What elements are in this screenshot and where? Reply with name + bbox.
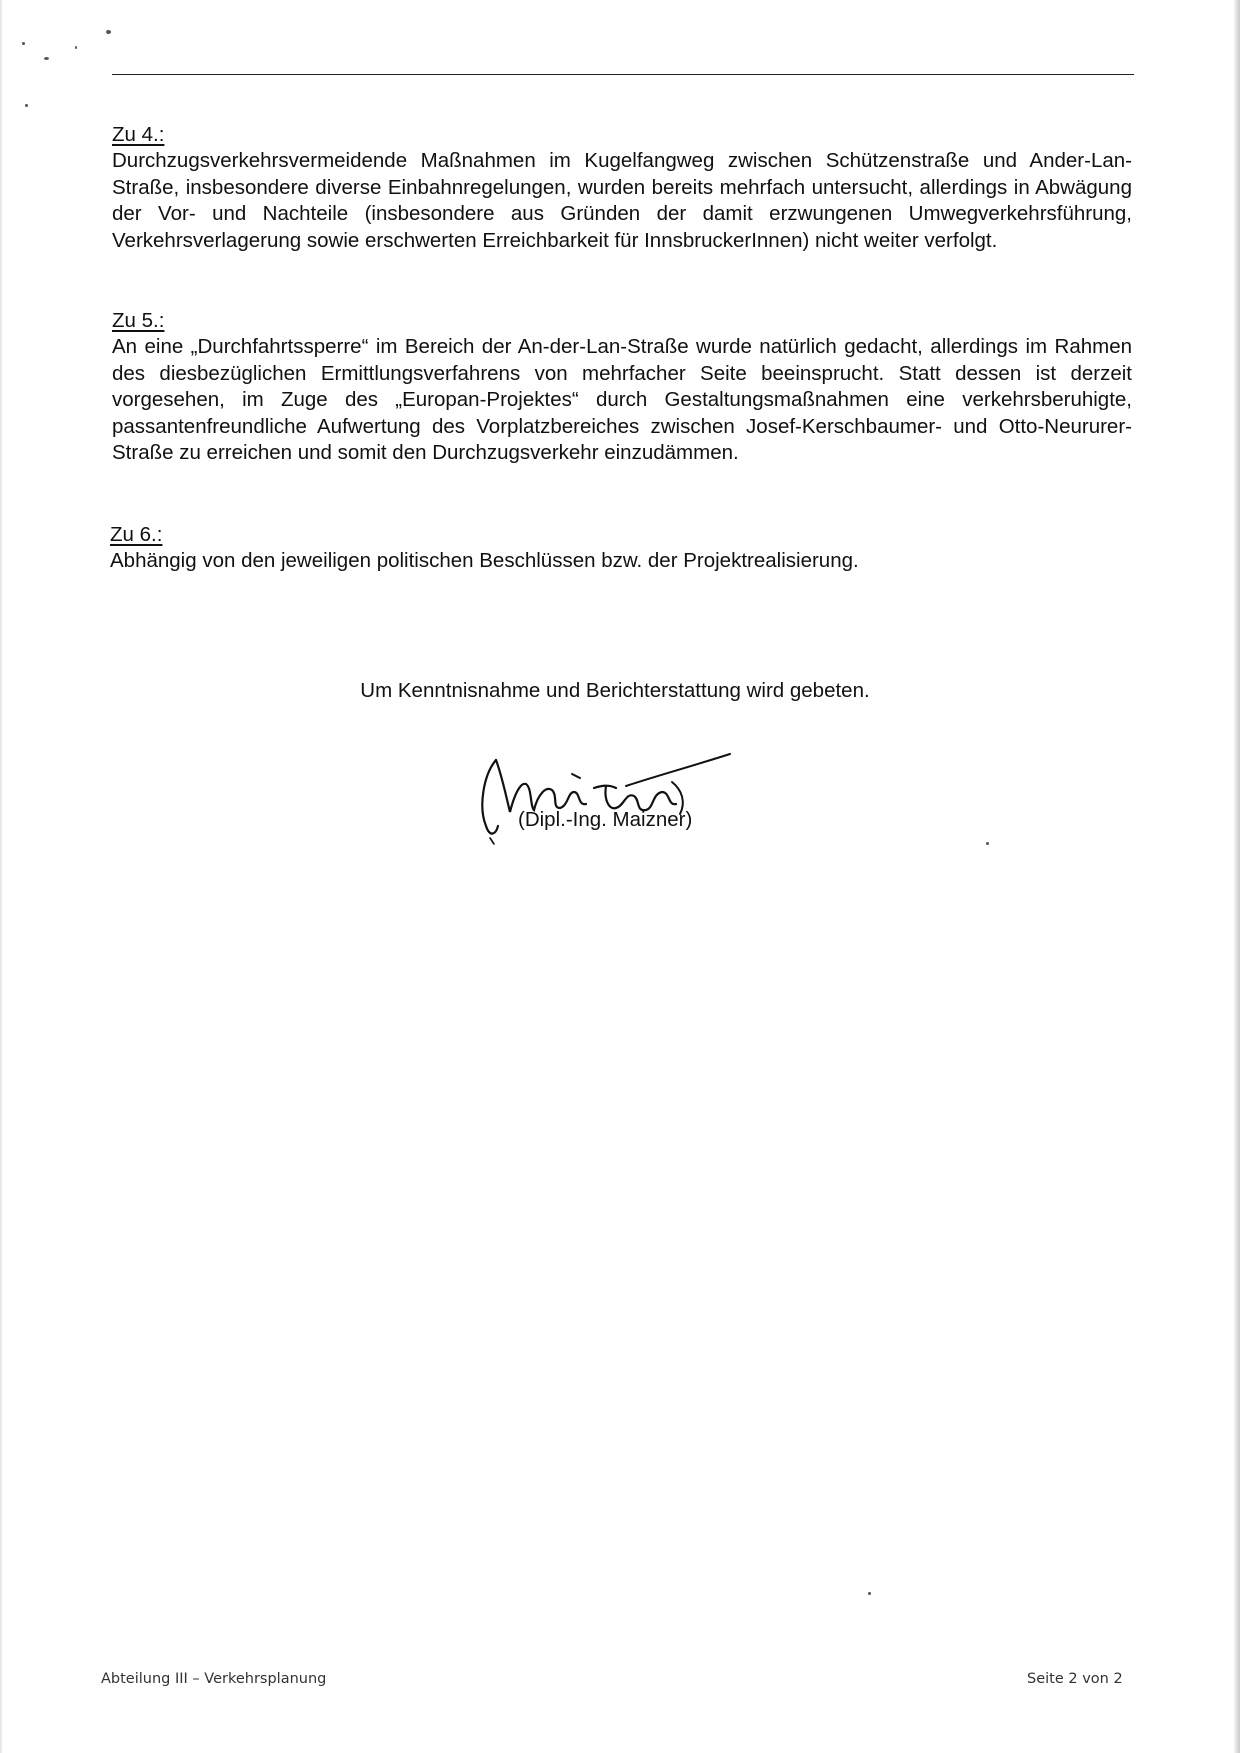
section-text: Durchzugsverkehrsvermeidende Maßnahmen im Kugelfangweg zwischen Schützenstraße und Ander-Lan-Straße, insbesondere diverse Einbahnregelungen, wurden bereits mehrfach untersucht, allerdings in Abwägung der Vor- und Nachteile (insbesondere aus Gründen der damit erzwungenen Umwegverkehrsführung, Verkehrsverlagerung sowie erschwerten Erreichbarkeit für InnsbruckerInnen) nicht weiter verfolgt. — [112, 149, 1132, 252]
section-zu-5 — [112, 308, 1132, 467]
footer-department: Abteilung III – Verkehrsplanung — [101, 1671, 327, 1687]
scan-speck — [868, 1592, 871, 1595]
section-text: Abhängig von den jeweiligen politischen Beschlüssen bzw. der Projektrealisierung. — [110, 549, 859, 572]
section-zu-6 — [110, 522, 1130, 575]
scan-speck — [44, 57, 49, 60]
section-text: An eine „Durchfahrtssperre“ im Bereich der An-der-Lan-Straße wurde natürlich gedacht, allerdings im Rahmen des diesbezüglichen Ermittlungsverfahrens von mehrfacher Seite beeinsprucht. Statt dessen ist derzeit vorgesehen, im Zuge des „Europan-Projektes“ durch Gestaltungsmaßnahmen eine verkehrsberuhigte, passantenfreundliche Aufwertung des Vorplatzbereiches zwischen Josef-Kerschbaumer- und Otto-Neururer-Straße zu erreichen und somit den Durchzugsverkehr einzudämmen. — [112, 335, 1132, 464]
section-heading: Zu 5.: — [112, 309, 165, 332]
header-rule — [112, 74, 1134, 75]
scan-speck — [22, 42, 25, 45]
scan-speck — [75, 46, 77, 49]
scan-speck — [25, 104, 28, 107]
scan-speck — [986, 842, 989, 845]
scan-speck — [106, 30, 111, 34]
scan-edge-left — [0, 0, 2, 1753]
section-heading: Zu 4.: — [112, 123, 165, 146]
scan-edge-right — [1234, 0, 1240, 1753]
signer-name: (Dipl.-Ing. Maizner) — [518, 808, 693, 831]
section-heading: Zu 6.: — [110, 523, 163, 546]
section-zu-4 — [112, 122, 1132, 254]
footer-page-number: Seite 2 von 2 — [1027, 1671, 1123, 1687]
closing-line: Um Kenntnisnahme und Berichterstattung wird gebeten. — [360, 679, 870, 702]
